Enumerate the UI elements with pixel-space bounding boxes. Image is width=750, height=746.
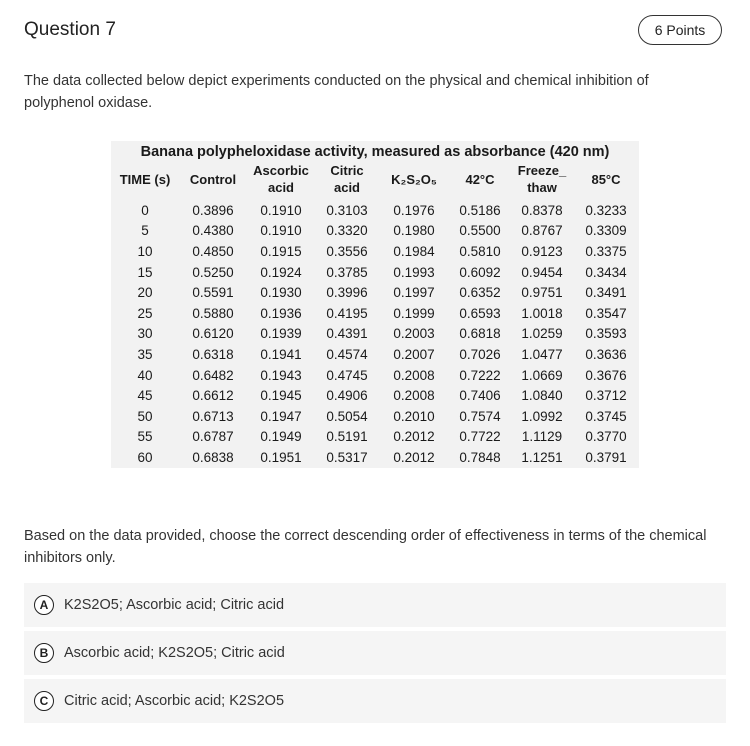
- table-cell: 0.4380: [192, 223, 234, 239]
- table-cell: 0.7406: [459, 388, 501, 404]
- table-cell: 0.6838: [192, 449, 234, 465]
- table-cell: 0.6120: [192, 326, 234, 342]
- column-header: [573, 162, 639, 200]
- table-cell: 0.6787: [192, 429, 234, 445]
- table-cell: 0.1997: [393, 285, 435, 301]
- table-cell: 0.3547: [585, 305, 627, 321]
- table-cell: 15: [137, 264, 153, 280]
- column-header-line: 42°C: [465, 171, 495, 187]
- table-cell: 45: [137, 388, 153, 404]
- option-text: Ascorbic acid; K2S2O5; Citric acid: [64, 645, 285, 661]
- table-cell: 0.5591: [192, 285, 234, 301]
- column-header-line: K₂S₂O₅: [391, 171, 437, 187]
- table-cell: 0.3712: [585, 388, 627, 404]
- table-cell: 0.5191: [326, 429, 368, 445]
- table-cell: 0.1936: [260, 305, 302, 321]
- table-cell: 0.4574: [326, 346, 368, 362]
- table-cell: 5: [141, 223, 149, 239]
- table-cell: 0: [141, 202, 149, 218]
- table-cell: 0.6318: [192, 346, 234, 362]
- table-cell: 20: [137, 285, 153, 301]
- table-cell: 0.3770: [585, 429, 627, 445]
- option-letter-badge: B: [34, 643, 54, 663]
- table-cell: 0.3636: [585, 346, 627, 362]
- option-letter-badge: A: [34, 595, 54, 615]
- table-cell: 0.3320: [326, 223, 368, 239]
- option-text: K2S2O5; Ascorbic acid; Citric acid: [64, 597, 285, 613]
- answer-option-a[interactable]: [24, 583, 726, 627]
- question-title: Question 7: [24, 19, 116, 40]
- table-cell: 0.6818: [459, 326, 501, 342]
- table-cell: 0.1930: [260, 285, 302, 301]
- table-cell: 0.3434: [585, 264, 627, 280]
- table-cell: 0.1941: [260, 346, 302, 362]
- table-cell: 0.1943: [260, 367, 302, 383]
- table-cell: 0.1999: [393, 305, 435, 321]
- table-cell: 0.7026: [459, 346, 501, 362]
- table-cell: 0.3785: [326, 264, 368, 280]
- column-header-line: Freeze_: [517, 163, 567, 178]
- answer-option-b[interactable]: [24, 631, 726, 675]
- column-header-line: acid: [333, 180, 360, 195]
- table-cell: 1.0840: [521, 388, 563, 404]
- table-title: Banana polypheloxidase activity, measured as absorbance (420 nm): [140, 144, 610, 160]
- column-header: [315, 162, 379, 200]
- table-cell: 0.5250: [192, 264, 234, 280]
- table-cell: 0.3676: [585, 367, 627, 383]
- table-cell: 0.9751: [521, 285, 563, 301]
- table-cell: 0.2003: [393, 326, 435, 342]
- table-cell: 0.3896: [192, 202, 234, 218]
- column-header: [111, 162, 179, 200]
- table-cell: 0.1947: [260, 408, 302, 424]
- table-cell: 0.1980: [393, 223, 435, 239]
- column-header: [449, 162, 511, 200]
- table-cell: 0.5500: [459, 223, 501, 239]
- table-row: [111, 282, 639, 303]
- table-row: [111, 303, 639, 324]
- table-cell: 0.3375: [585, 243, 627, 259]
- table-cell: 0.5054: [326, 408, 368, 424]
- table-cell: 0.6593: [459, 305, 501, 321]
- table-cell: 0.3556: [326, 243, 368, 259]
- table-cell: 0.3791: [585, 449, 627, 465]
- table-cell: 0.3593: [585, 326, 627, 342]
- column-header-line: 85°C: [591, 171, 621, 187]
- table-cell: 0.1924: [260, 264, 302, 280]
- table-cell: 0.2008: [393, 367, 435, 383]
- table-cell: 1.0259: [521, 326, 563, 342]
- table-row: [111, 324, 639, 345]
- column-header: [179, 162, 247, 200]
- table-cell: 0.4195: [326, 305, 368, 321]
- table-cell: 10: [137, 243, 153, 259]
- table-cell: 0.6482: [192, 367, 234, 383]
- table-cell: 1.0477: [521, 346, 563, 362]
- table-row: [111, 447, 639, 468]
- table-cell: 35: [137, 346, 153, 362]
- table-cell: 1.0669: [521, 367, 563, 383]
- table-cell: 0.3233: [585, 202, 627, 218]
- table-cell: 0.7848: [459, 449, 501, 465]
- data-table: [111, 141, 639, 468]
- table-cell: 0.5810: [459, 243, 501, 259]
- table-cell: 30: [137, 326, 153, 342]
- column-header: [511, 162, 573, 200]
- table-cell: 0.6612: [192, 388, 234, 404]
- table-cell: 0.1910: [260, 202, 302, 218]
- table-cell: 0.1984: [393, 243, 435, 259]
- table-cell: 1.1129: [521, 429, 563, 445]
- table-row: [111, 344, 639, 365]
- column-header-line: Ascorbic: [253, 163, 309, 178]
- table-cell: 0.2007: [393, 346, 435, 362]
- table-cell: 0.4906: [326, 388, 368, 404]
- table-cell: 0.1945: [260, 388, 302, 404]
- table-cell: 0.1939: [260, 326, 302, 342]
- table-cell: 0.1910: [260, 223, 302, 239]
- column-header-line: TIME (s): [119, 171, 171, 187]
- table-cell: 0.8378: [521, 202, 563, 218]
- table-cell: 0.2012: [393, 449, 435, 465]
- table-cell: 1.1251: [521, 449, 563, 465]
- table-row: [111, 241, 639, 262]
- table-cell: 50: [137, 408, 153, 424]
- table-cell: 60: [137, 449, 153, 465]
- table-row: [111, 406, 639, 427]
- table-cell: 0.5317: [326, 449, 368, 465]
- table-cell: 0.9454: [521, 264, 563, 280]
- table-cell: 0.4745: [326, 367, 368, 383]
- table-cell: 0.2010: [393, 408, 435, 424]
- table-cell: 0.3103: [326, 202, 368, 218]
- table-row: [111, 365, 639, 386]
- table-cell: 0.1993: [393, 264, 435, 280]
- table-cell: 0.5186: [459, 202, 501, 218]
- option-text: Citric acid; Ascorbic acid; K2S2O5: [64, 693, 285, 709]
- table-cell: 0.4850: [192, 243, 234, 259]
- table-cell: 0.3996: [326, 285, 368, 301]
- table-cell: 0.6352: [459, 285, 501, 301]
- column-header-line: thaw: [527, 180, 557, 195]
- answer-option-c[interactable]: [24, 679, 726, 723]
- table-cell: 0.9123: [521, 243, 563, 259]
- option-letter-badge: C: [34, 691, 54, 711]
- table-cell: 0.1951: [260, 449, 302, 465]
- table-cell: 0.3309: [585, 223, 627, 239]
- table-cell: 0.8767: [521, 223, 563, 239]
- table-row: [111, 200, 639, 221]
- table-cell: 55: [137, 429, 153, 445]
- table-cell: 0.7722: [459, 429, 501, 445]
- column-header-line: Citric: [330, 163, 364, 178]
- table-cell: 1.0992: [521, 408, 563, 424]
- table-cell: 0.6713: [192, 408, 234, 424]
- question-prompt: The data collected below depict experiments conducted on the physical and chemical inhibition of polyphenol oxidase.: [24, 73, 649, 111]
- table-cell: 0.2012: [393, 429, 435, 445]
- column-header-line: acid: [267, 180, 294, 195]
- table-header-row: [111, 162, 639, 200]
- table-cell: 0.3745: [585, 408, 627, 424]
- table-cell: 0.7574: [459, 408, 501, 424]
- table-row: [111, 262, 639, 283]
- table-cell: 40: [137, 367, 153, 383]
- table-row: [111, 385, 639, 406]
- table-cell: 0.1976: [393, 202, 435, 218]
- table-cell: 25: [137, 305, 153, 321]
- table-cell: 0.5880: [192, 305, 234, 321]
- table-row: [111, 221, 639, 242]
- table-cell: 0.1949: [260, 429, 302, 445]
- table-cell: 0.6092: [459, 264, 501, 280]
- table-cell: 0.7222: [459, 367, 501, 383]
- column-header: [247, 162, 315, 200]
- table-cell: 0.1915: [260, 243, 302, 259]
- table-row: [111, 427, 639, 448]
- table-cell: 0.3491: [585, 285, 627, 301]
- question-instruction: Based on the data provided, choose the correct descending order of effectiveness in terms of the chemical inhibitors only.: [24, 528, 707, 566]
- table-cell: 0.4391: [326, 326, 368, 342]
- column-header: [379, 162, 449, 200]
- table-cell: 1.0018: [521, 305, 563, 321]
- column-header-line: Control: [189, 171, 237, 187]
- points-badge: 6 Points: [638, 15, 722, 45]
- table-cell: 0.2008: [393, 388, 435, 404]
